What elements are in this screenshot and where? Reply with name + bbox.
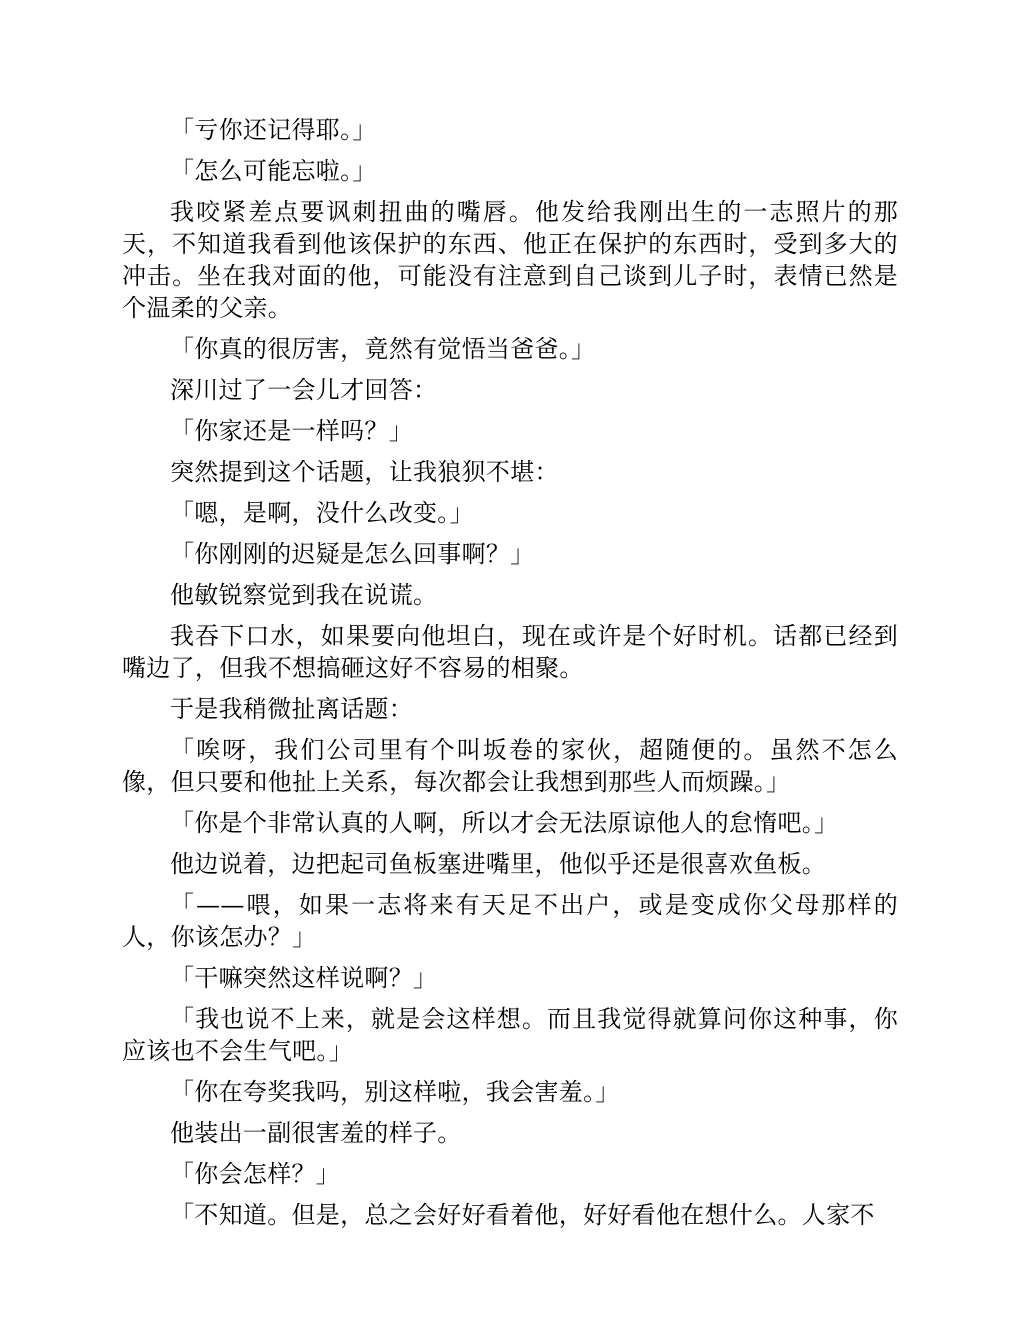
paragraph: 「你真的很厉害，竟然有觉悟当爸爸。」	[170, 335, 596, 363]
paragraph: 「你家还是一样吗？」	[170, 417, 413, 445]
paragraph: 「怎么可能忘啦。」	[170, 157, 377, 185]
paragraph: 突然提到这个话题，让我狼狈不堪：	[170, 458, 559, 486]
paragraph: 「你是个非常认真的人啊，所以才会无法原谅他人的怠惰吧。」	[170, 809, 839, 837]
paragraph: 深川过了一会儿才回答：	[170, 376, 438, 404]
paragraph: 他敏锐察觉到我在说谎。	[170, 581, 438, 609]
paragraph: 他装出一副很害羞的样子。	[170, 1119, 462, 1147]
paragraph: 「你在夸奖我吗，别这样啦，我会害羞。」	[170, 1078, 620, 1106]
paragraph: 他边说着，边把起司鱼板塞进嘴里，他似乎还是很喜欢鱼板。	[170, 850, 827, 878]
paragraph: 「你刚刚的迟疑是怎么回事啊？」	[170, 540, 535, 568]
paragraph: 我咬紧差点要讽刺扭曲的嘴唇。他发给我刚出生的一志照片的那天，不知道我看到他该保护的东西、他正在保护的东西时，受到多大的冲击。坐在我对面的他，可能没有注意到自己谈到儿子时，表情已然是个温柔的父亲。	[122, 198, 898, 322]
paragraph: 「不知道。但是，总之会好好看着他，好好看他在想什么。人家不	[170, 1201, 875, 1229]
paragraph: 「亏你还记得耶。」	[170, 116, 377, 144]
paragraph: 「你会怎样？」	[170, 1160, 341, 1188]
paragraph: 于是我稍微扯离话题：	[170, 695, 413, 723]
paragraph: 「——喂，如果一志将来有天足不出户，或是变成你父母那样的人，你该怎办？」	[122, 891, 898, 951]
paragraph: 「嗯，是啊，没什么改变。」	[170, 499, 474, 527]
document-page	[122, 114, 898, 1240]
paragraph: 「唉呀，我们公司里有个叫坂卷的家伙，超随便的。虽然不怎么像，但只要和他扯上关系，每次都会让我想到那些人而烦躁。」	[122, 736, 898, 796]
paragraph: 「干嘛突然这样说啊？」	[170, 964, 438, 992]
paragraph: 「我也说不上来，就是会这样想。而且我觉得就算问你这种事，你应该也不会生气吧。」	[122, 1005, 898, 1065]
paragraph: 我吞下口水，如果要向他坦白，现在或许是个好时机。话都已经到嘴边了，但我不想搞砸这好不容易的相聚。	[122, 622, 898, 682]
